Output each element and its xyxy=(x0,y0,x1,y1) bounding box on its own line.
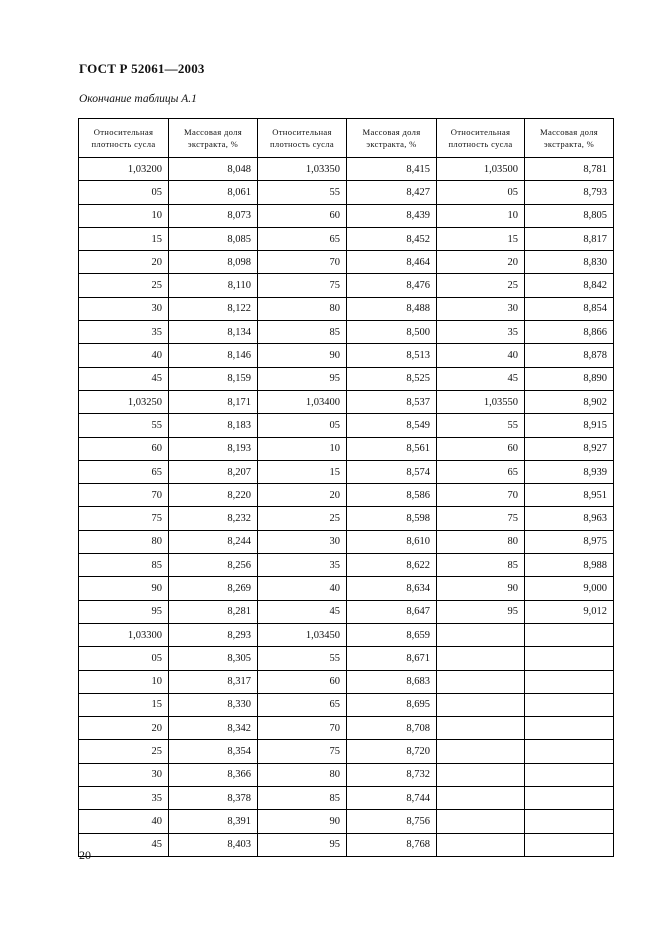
table-cell: 1,03400 xyxy=(258,390,347,413)
table-cell xyxy=(437,647,525,670)
table-cell: 40 xyxy=(79,810,169,833)
table-cell: 30 xyxy=(79,297,169,320)
table-cell: 8,561 xyxy=(347,437,437,460)
column-header: Относительная плотность сусла xyxy=(437,119,525,158)
table-cell xyxy=(525,833,614,856)
table-cell: 8,963 xyxy=(525,507,614,530)
table-cell: 8,513 xyxy=(347,344,437,367)
table-cell xyxy=(437,717,525,740)
table-cell: 85 xyxy=(79,554,169,577)
table-cell: 8,207 xyxy=(169,460,258,483)
table-cell: 20 xyxy=(79,251,169,274)
table-cell xyxy=(437,763,525,786)
table-cell: 8,452 xyxy=(347,227,437,250)
table-row xyxy=(79,670,614,693)
document-header: ГОСТ Р 52061—2003 xyxy=(79,61,205,76)
table-cell: 8,427 xyxy=(347,181,437,204)
table-cell: 8,488 xyxy=(347,297,437,320)
column-header: Относительная плотность сусла xyxy=(79,119,169,158)
table-cell: 05 xyxy=(79,647,169,670)
table-row xyxy=(79,787,614,810)
table-cell: 1,03550 xyxy=(437,390,525,413)
table-cell: 40 xyxy=(79,344,169,367)
table-cell: 8,048 xyxy=(169,158,258,181)
table-cell xyxy=(525,647,614,670)
table-cell: 8,305 xyxy=(169,647,258,670)
table-cell xyxy=(437,693,525,716)
table-row xyxy=(79,484,614,507)
table-cell: 8,854 xyxy=(525,297,614,320)
table-cell: 8,342 xyxy=(169,717,258,740)
table-cell: 35 xyxy=(258,554,347,577)
table-row xyxy=(79,530,614,553)
table-row xyxy=(79,740,614,763)
table-cell: 8,586 xyxy=(347,484,437,507)
table-cell: 8,830 xyxy=(525,251,614,274)
table-cell: 8,159 xyxy=(169,367,258,390)
table-cell: 8,793 xyxy=(525,181,614,204)
table-cell: 8,659 xyxy=(347,623,437,646)
table-row xyxy=(79,321,614,344)
table-row xyxy=(79,623,614,646)
table-cell xyxy=(437,833,525,856)
table-cell: 55 xyxy=(258,647,347,670)
column-header: Массовая доля экстракта, % xyxy=(347,119,437,158)
table-cell: 85 xyxy=(437,554,525,577)
table-cell: 35 xyxy=(437,321,525,344)
table-cell: 8,220 xyxy=(169,484,258,507)
table-cell xyxy=(525,763,614,786)
table-row xyxy=(79,274,614,297)
table-cell xyxy=(437,623,525,646)
table-row xyxy=(79,763,614,786)
table-cell xyxy=(437,740,525,763)
table-cell: 45 xyxy=(79,367,169,390)
table-cell xyxy=(525,787,614,810)
table-cell: 90 xyxy=(258,344,347,367)
table-cell: 8,671 xyxy=(347,647,437,670)
table-cell: 1,03500 xyxy=(437,158,525,181)
table-cell: 8,098 xyxy=(169,251,258,274)
table-cell: 95 xyxy=(258,833,347,856)
table-cell: 25 xyxy=(79,274,169,297)
table-cell: 65 xyxy=(258,693,347,716)
table-cell: 8,634 xyxy=(347,577,437,600)
table-cell: 8,622 xyxy=(347,554,437,577)
table-cell xyxy=(525,717,614,740)
table-cell: 8,171 xyxy=(169,390,258,413)
table-cell: 8,939 xyxy=(525,460,614,483)
table-cell: 55 xyxy=(258,181,347,204)
table-cell: 8,732 xyxy=(347,763,437,786)
table-cell: 05 xyxy=(79,181,169,204)
table-cell: 80 xyxy=(258,763,347,786)
table-row xyxy=(79,717,614,740)
table-cell: 8,744 xyxy=(347,787,437,810)
table-cell: 8,391 xyxy=(169,810,258,833)
table-row xyxy=(79,344,614,367)
data-table xyxy=(78,118,614,857)
table-cell: 8,549 xyxy=(347,414,437,437)
table-cell: 8,866 xyxy=(525,321,614,344)
table-cell: 1,03200 xyxy=(79,158,169,181)
table-cell: 8,061 xyxy=(169,181,258,204)
table-cell: 8,781 xyxy=(525,158,614,181)
table-cell: 10 xyxy=(437,204,525,227)
table-cell: 8,256 xyxy=(169,554,258,577)
table-cell: 8,269 xyxy=(169,577,258,600)
table-cell xyxy=(437,810,525,833)
table-cell: 20 xyxy=(79,717,169,740)
table-cell: 15 xyxy=(79,693,169,716)
table-cell: 8,354 xyxy=(169,740,258,763)
table-cell: 8,683 xyxy=(347,670,437,693)
table-cell: 8,378 xyxy=(169,787,258,810)
table-cell: 8,193 xyxy=(169,437,258,460)
page-number: 20 xyxy=(79,848,91,862)
table-cell: 8,574 xyxy=(347,460,437,483)
table-cell: 80 xyxy=(437,530,525,553)
table-caption: Окончание таблицы А.1 xyxy=(79,93,197,105)
table-cell: 8,842 xyxy=(525,274,614,297)
table-cell: 45 xyxy=(79,833,169,856)
table-cell: 95 xyxy=(437,600,525,623)
table-cell: 8,500 xyxy=(347,321,437,344)
table-cell: 90 xyxy=(79,577,169,600)
table-cell: 75 xyxy=(258,274,347,297)
table-cell: 30 xyxy=(79,763,169,786)
table-cell: 80 xyxy=(79,530,169,553)
table-row xyxy=(79,600,614,623)
table-cell: 85 xyxy=(258,321,347,344)
table-cell: 95 xyxy=(258,367,347,390)
column-header: Относительная плотность сусла xyxy=(258,119,347,158)
table-cell: 75 xyxy=(437,507,525,530)
table-cell: 8,768 xyxy=(347,833,437,856)
table-cell xyxy=(437,787,525,810)
table-cell: 8,817 xyxy=(525,227,614,250)
table-cell: 8,073 xyxy=(169,204,258,227)
table-cell xyxy=(525,740,614,763)
table-cell: 8,122 xyxy=(169,297,258,320)
table-cell: 10 xyxy=(258,437,347,460)
table-cell: 15 xyxy=(258,460,347,483)
table-cell: 60 xyxy=(437,437,525,460)
table-cell: 60 xyxy=(258,670,347,693)
table-cell xyxy=(525,810,614,833)
table-cell: 55 xyxy=(79,414,169,437)
table-row xyxy=(79,507,614,530)
table-cell: 15 xyxy=(79,227,169,250)
table-cell: 70 xyxy=(79,484,169,507)
table-cell: 40 xyxy=(437,344,525,367)
table-cell: 8,756 xyxy=(347,810,437,833)
table-cell: 20 xyxy=(437,251,525,274)
table-cell: 8,464 xyxy=(347,251,437,274)
table-cell: 8,805 xyxy=(525,204,614,227)
table-cell: 75 xyxy=(258,740,347,763)
table-cell: 70 xyxy=(437,484,525,507)
table-cell: 8,439 xyxy=(347,204,437,227)
table-row xyxy=(79,204,614,227)
table-row xyxy=(79,647,614,670)
table-cell: 30 xyxy=(437,297,525,320)
table-row xyxy=(79,460,614,483)
table-header-row xyxy=(79,119,614,158)
table-cell: 8,927 xyxy=(525,437,614,460)
table-cell: 45 xyxy=(437,367,525,390)
table-cell: 60 xyxy=(79,437,169,460)
table-row xyxy=(79,577,614,600)
table-cell: 10 xyxy=(79,670,169,693)
table-row xyxy=(79,367,614,390)
table-cell: 40 xyxy=(258,577,347,600)
table-cell: 30 xyxy=(258,530,347,553)
table-cell xyxy=(525,693,614,716)
table-cell: 8,293 xyxy=(169,623,258,646)
table-cell: 05 xyxy=(437,181,525,204)
table-cell: 8,244 xyxy=(169,530,258,553)
table-cell: 8,403 xyxy=(169,833,258,856)
table-cell: 8,915 xyxy=(525,414,614,437)
table-cell: 8,610 xyxy=(347,530,437,553)
table-cell: 25 xyxy=(437,274,525,297)
table-cell: 80 xyxy=(258,297,347,320)
table-cell: 35 xyxy=(79,787,169,810)
table-row xyxy=(79,437,614,460)
table-cell: 8,951 xyxy=(525,484,614,507)
table-row xyxy=(79,181,614,204)
column-header: Массовая доля экстракта, % xyxy=(169,119,258,158)
table-cell: 8,598 xyxy=(347,507,437,530)
table-cell: 1,03300 xyxy=(79,623,169,646)
table-cell: 20 xyxy=(258,484,347,507)
table-row xyxy=(79,414,614,437)
table-cell: 70 xyxy=(258,717,347,740)
table-cell: 75 xyxy=(79,507,169,530)
table-cell: 8,415 xyxy=(347,158,437,181)
table-cell: 8,330 xyxy=(169,693,258,716)
table-cell: 8,890 xyxy=(525,367,614,390)
table-cell: 95 xyxy=(79,600,169,623)
table-row xyxy=(79,251,614,274)
table-cell: 1,03450 xyxy=(258,623,347,646)
table-cell: 1,03250 xyxy=(79,390,169,413)
table-cell: 65 xyxy=(437,460,525,483)
table-cell: 55 xyxy=(437,414,525,437)
table-cell: 8,476 xyxy=(347,274,437,297)
table-cell: 8,110 xyxy=(169,274,258,297)
table-cell: 85 xyxy=(258,787,347,810)
column-header: Массовая доля экстракта, % xyxy=(525,119,614,158)
table-cell: 8,537 xyxy=(347,390,437,413)
table-cell: 8,695 xyxy=(347,693,437,716)
table-cell: 8,366 xyxy=(169,763,258,786)
table-cell: 45 xyxy=(258,600,347,623)
table-cell: 9,012 xyxy=(525,600,614,623)
table-cell: 8,720 xyxy=(347,740,437,763)
table-cell: 8,232 xyxy=(169,507,258,530)
table-cell: 65 xyxy=(79,460,169,483)
table-cell: 8,134 xyxy=(169,321,258,344)
table-body xyxy=(79,158,614,857)
table-row xyxy=(79,158,614,181)
table-row xyxy=(79,810,614,833)
table-cell: 90 xyxy=(437,577,525,600)
table-cell: 8,525 xyxy=(347,367,437,390)
table-cell xyxy=(525,623,614,646)
table-cell: 25 xyxy=(258,507,347,530)
table-row xyxy=(79,833,614,856)
table-row xyxy=(79,554,614,577)
table-cell: 8,878 xyxy=(525,344,614,367)
table-cell: 8,975 xyxy=(525,530,614,553)
table-cell: 8,146 xyxy=(169,344,258,367)
table-row xyxy=(79,297,614,320)
table-cell: 8,902 xyxy=(525,390,614,413)
table-cell: 8,988 xyxy=(525,554,614,577)
table-cell xyxy=(525,670,614,693)
table-cell: 1,03350 xyxy=(258,158,347,181)
table-cell: 8,085 xyxy=(169,227,258,250)
table-cell: 8,708 xyxy=(347,717,437,740)
table-cell: 70 xyxy=(258,251,347,274)
table-cell: 8,647 xyxy=(347,600,437,623)
table-cell: 8,281 xyxy=(169,600,258,623)
table-cell: 25 xyxy=(79,740,169,763)
table-row xyxy=(79,390,614,413)
table-cell: 9,000 xyxy=(525,577,614,600)
table-cell: 15 xyxy=(437,227,525,250)
table-cell: 10 xyxy=(79,204,169,227)
table-cell: 65 xyxy=(258,227,347,250)
table-cell: 05 xyxy=(258,414,347,437)
table-cell: 90 xyxy=(258,810,347,833)
table-cell: 35 xyxy=(79,321,169,344)
table-cell xyxy=(437,670,525,693)
table-cell: 8,183 xyxy=(169,414,258,437)
table-row xyxy=(79,227,614,250)
table-cell: 8,317 xyxy=(169,670,258,693)
table-row xyxy=(79,693,614,716)
table-cell: 60 xyxy=(258,204,347,227)
